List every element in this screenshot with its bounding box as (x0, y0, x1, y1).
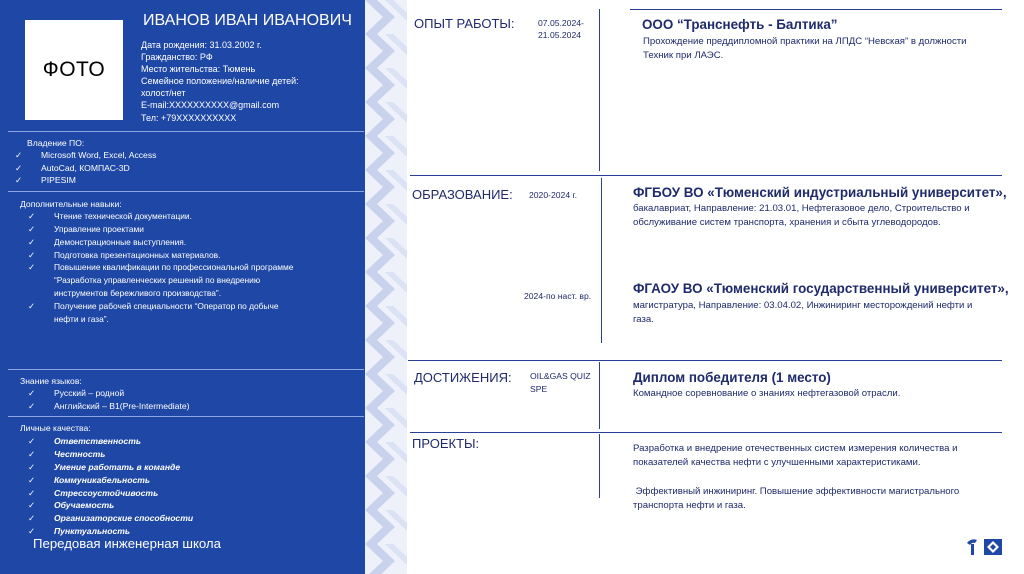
divider (8, 369, 364, 370)
experience-org: ООО “Транснефть - Балтика” (642, 17, 838, 32)
languages-section (20, 375, 190, 412)
check-icon: ✓ (28, 435, 36, 446)
education-heading: ОБРАЗОВАНИЕ: (412, 187, 513, 202)
skill-item: ✓ Демонстрационные выступления. (28, 236, 187, 247)
quality-item: ✓ Обучаемость (28, 500, 115, 511)
project-item-1: Разработка и внедрение отечественных систем измерения количества и показателей качества нефти с улучшенными характеристиками. (633, 443, 958, 468)
quality-item: ✓ Стрессоустойчивость (28, 487, 159, 498)
divider (8, 191, 364, 192)
personal-info (141, 39, 299, 124)
phone: Тел: +79XXXXXXXXXX (141, 112, 237, 123)
education-org-1: ФГБОУ ВО «Тюменский индустриальный университет», (633, 185, 1007, 200)
divider (8, 416, 364, 417)
photo-placeholder (25, 20, 123, 120)
qualities-section (20, 422, 193, 538)
quality-item: ✓ Умение работать в команде (28, 461, 181, 472)
software-section (15, 137, 157, 186)
check-icon: ✓ (28, 513, 36, 524)
projects-top-line (410, 432, 1002, 433)
skills-section (20, 198, 293, 325)
education-desc-1: бакалавриат, Направление: 21.03.01, Нефтегазовое дело, Строительство и обслуживание систем транспорта, хранения и сбыта углеводородов. (633, 203, 970, 228)
education-top-line (410, 175, 1002, 176)
skill-item: ✓ Повышение квалификации по профессиональной программе “Разработка управленческих решений по внедрению инструментов бережливого производства”. (28, 262, 294, 299)
quality-item: ✓ Ответственность (28, 435, 141, 446)
photo-label: ФОТО (42, 58, 106, 81)
check-icon: ✓ (28, 474, 36, 485)
projects-heading: ПРОЕКТЫ: (412, 436, 480, 451)
left-panel (0, 0, 365, 574)
achievement-desc: Командное соревнование о знаниях нефтегазовой отрасли. (633, 388, 901, 399)
residence: Место жительства: Тюмень (141, 64, 256, 75)
experience-top-line (630, 9, 1002, 10)
achievement-event (530, 370, 591, 396)
achievements-vertical-line (599, 362, 600, 429)
software-item: ✓ Microsoft Word, Excel, Access (15, 150, 157, 161)
achievement-event-line-1: OIL&GAS QUIZ (530, 371, 591, 381)
check-icon: ✓ (28, 487, 36, 498)
achievement-title: Диплом победителя (1 место) (633, 370, 831, 385)
experience-heading: ОПЫТ РАБОТЫ: (414, 16, 515, 31)
quality-item: ✓ Честность (28, 448, 106, 459)
check-icon: ✓ (28, 448, 36, 459)
family-status-label: Семейное положение/наличие детей: (141, 76, 299, 87)
language-item: ✓ Английский – B1(Pre-Intermediate) (28, 400, 190, 411)
person-name: ИВАНОВ ИВАН ИВАНОВИЧ (143, 12, 352, 29)
check-icon: ✓ (15, 162, 23, 173)
skill-item: ✓ Управление проектами (28, 224, 144, 235)
chevron-stripe-decoration (365, 0, 407, 574)
check-icon: ✓ (28, 211, 36, 222)
software-item: ✓ AutoCad, КОМПАС-3D (15, 162, 130, 173)
check-icon: ✓ (28, 224, 36, 235)
experience-dates (538, 17, 584, 41)
experience-desc: Прохождение преддипломной практики на ЛПДС “Невская” в должности Техник при ЛАЭС. (643, 36, 967, 61)
check-icon: ✓ (28, 400, 36, 411)
quality-item: ✓ Коммуникабельность (28, 474, 150, 485)
languages-title: Знание языков: (20, 376, 82, 386)
project-item-2: Эффективный инжиниринг. Повышение эффективности магистрального транспорта нефти и газа. (633, 486, 960, 511)
company-logo-icon (964, 537, 1004, 557)
software-title: Владение ПО: (27, 138, 85, 148)
family-status-value: холост/нет (141, 88, 186, 99)
skill-item: ✓ Чтение технической документации. (28, 211, 192, 222)
birth-date: Дата рождения: 31.03.2002 г. (141, 40, 262, 50)
experience-date-start: 07.05.2024- (538, 18, 584, 28)
quality-item: ✓ Организаторские способности (28, 513, 194, 524)
education-vertical-line (601, 178, 602, 343)
check-icon: ✓ (28, 262, 36, 273)
education-date-2: 2024-по наст. вр. (524, 291, 592, 301)
check-icon: ✓ (28, 526, 36, 537)
achievements-heading: ДОСТИЖЕНИЯ: (414, 370, 512, 385)
achievement-event-line-2: SPE (530, 384, 548, 394)
citizenship: Гражданство: РФ (141, 52, 213, 63)
skills-title: Дополнительные навыки: (20, 199, 122, 209)
achievements-top-line (408, 360, 1002, 361)
check-icon: ✓ (15, 150, 23, 161)
school-label: Передовая инженерная школа (33, 536, 221, 551)
language-item: ✓ Русский – родной (28, 388, 125, 399)
check-icon: ✓ (28, 236, 36, 247)
check-icon: ✓ (15, 174, 23, 185)
experience-date-end: 21.05.2024 (538, 30, 582, 40)
qualities-title: Личные качества: (20, 423, 91, 433)
quality-item: ✓ Пунктуальность (28, 526, 131, 537)
education-desc-2: магистратура, Направление: 03.04.02, Инжиниринг месторождений нефти и газа. (633, 300, 973, 325)
check-icon: ✓ (28, 388, 36, 399)
education-org-2: ФГАОУ ВО «Тюменский государственный университет», (633, 281, 1009, 296)
skill-item: ✓ Подготовка презентационных материалов. (28, 249, 221, 260)
experience-vertical-line (599, 9, 600, 171)
education-date-1: 2020-2024 г. (529, 190, 577, 200)
check-icon: ✓ (28, 300, 36, 311)
check-icon: ✓ (28, 461, 36, 472)
check-icon: ✓ (28, 249, 36, 260)
skill-item: ✓ Получение рабочей специальности “Оператор по добыче нефти и газа”. (28, 300, 279, 324)
projects-vertical-line (599, 434, 600, 498)
check-icon: ✓ (28, 500, 36, 511)
email: E-mail:XXXXXXXXXX@gmail.com (141, 100, 280, 111)
divider (8, 131, 364, 132)
software-item: ✓ PIPESIM (15, 174, 76, 185)
